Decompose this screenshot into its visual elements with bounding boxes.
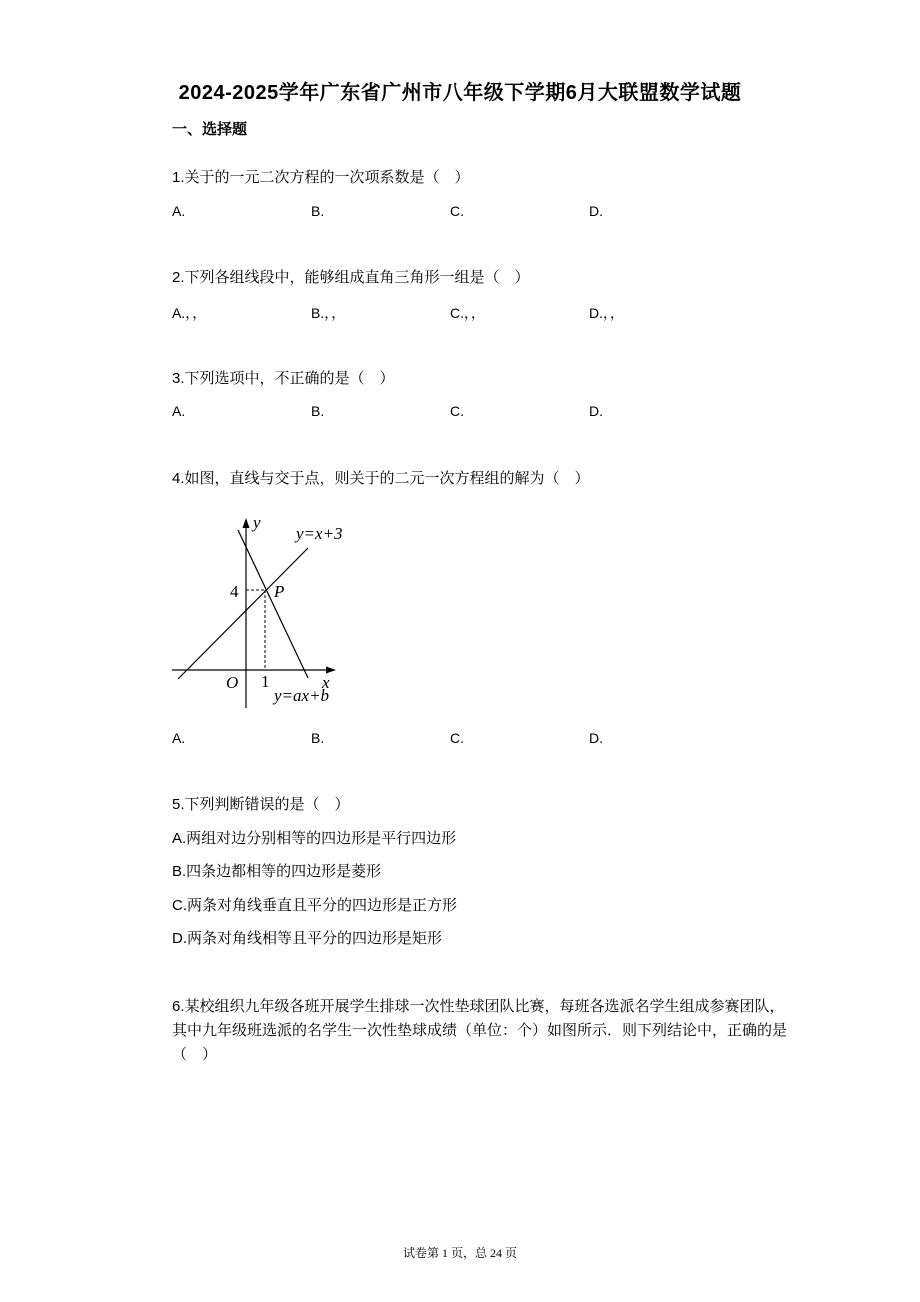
option-d: D.，， (589, 305, 624, 321)
y-tick-label: 4 (230, 582, 239, 601)
option-b: B. (311, 403, 325, 419)
option-c: C. (450, 730, 464, 746)
question-2-options (172, 303, 772, 323)
option-b: B.，， (311, 305, 346, 321)
line-y-equals-x-plus-3 (178, 548, 308, 679)
option-b: B. (311, 203, 325, 219)
line1-label: y=x+3 (296, 524, 343, 543)
x-tick-label: 1 (261, 672, 270, 691)
option-b: B. (311, 730, 325, 746)
option-c: C. (450, 403, 464, 419)
y-axis-arrow (243, 518, 250, 528)
line-y-equals-ax-plus-b (238, 530, 308, 678)
origin-label: O (226, 673, 239, 692)
section-title: 一、选择题 (172, 121, 248, 138)
option-c: C.两条对角线垂直且平分的四边形是正方形 (172, 897, 458, 914)
option-c: C. (450, 203, 464, 219)
option-a: A.，， (172, 305, 207, 321)
option-d: D. (589, 203, 603, 219)
question-5-stem: 5.下列判断错误的是（ ） (172, 796, 350, 813)
question-1-options (172, 203, 772, 223)
option-a: A. (172, 403, 186, 419)
question-1-stem: 1.关于的一元二次方程的一次项系数是（ ） (172, 169, 470, 186)
page-title: 2024-2025学年广东省广州市八年级下学期6月大联盟数学试题 (178, 82, 742, 104)
option-b: B.四条边都相等的四边形是菱形 (172, 863, 382, 880)
option-d: D. (589, 730, 603, 746)
point-p-label: P (274, 582, 285, 601)
y-axis-label: y (253, 513, 261, 532)
question-3-stem: 3.下列选项中，不正确的是（ ） (172, 370, 395, 387)
option-a: A. (172, 203, 186, 219)
question-2-stem: 2.下列各组线段中，能够组成直角三角形一组是（ ） (172, 269, 530, 286)
question-4-stem: 4.如图，直线与交于点，则关于的二元一次方程组的解为（ ） (172, 470, 590, 487)
question-3-options (172, 403, 772, 423)
question-6-stem: 6.某校组织九年级各班开展学生排球一次性垫球团队比赛，每班各选派名学生组成参赛团队，其中九年级班选派的名学生一次性垫球成绩（单位：个）如图所示．则下列结论中，正确的是（ ） (172, 998, 788, 1063)
option-a: A.两组对边分别相等的四边形是平行四边形 (172, 830, 457, 847)
option-c: C.，， (450, 305, 485, 321)
option-d: D.两条对角线相等且平分的四边形是矩形 (172, 930, 443, 947)
page-footer: 试卷第 1 页，总 24 页 (402, 1246, 517, 1260)
line2-label: y=ax+b (274, 686, 330, 705)
x-axis-label: x (322, 673, 330, 692)
option-a: A. (172, 730, 186, 746)
option-d: D. (589, 403, 603, 419)
question-4-options (172, 730, 772, 750)
linear-functions-figure (168, 508, 368, 713)
